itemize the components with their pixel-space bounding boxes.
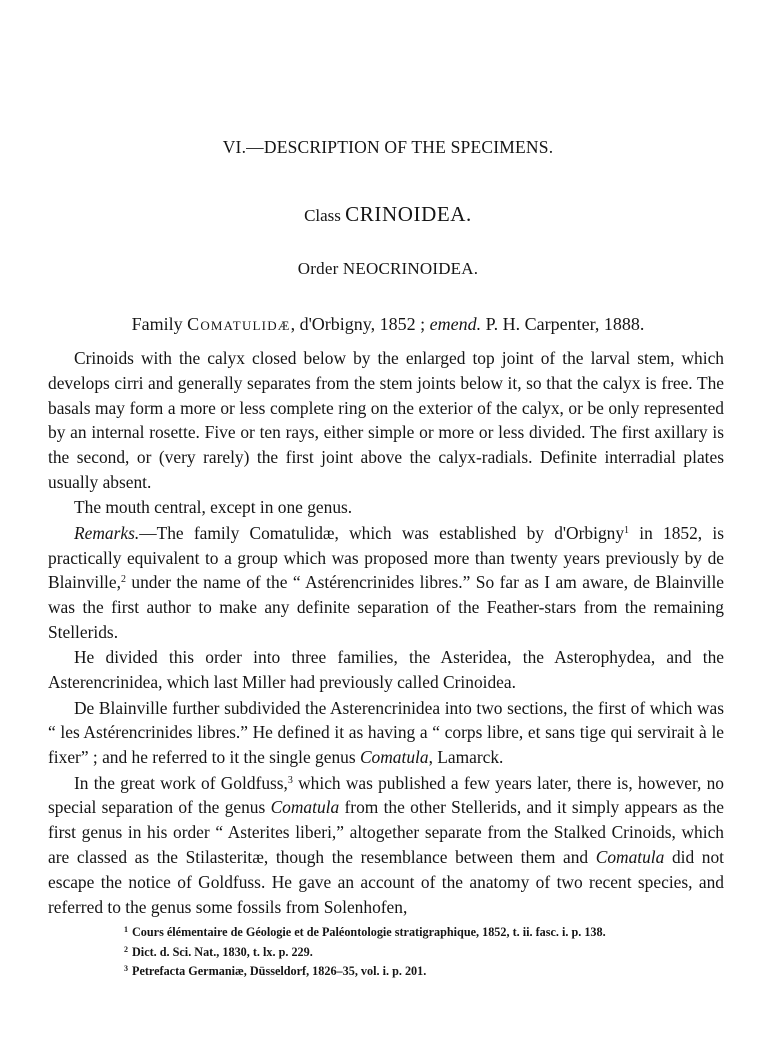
footnote-ref-3[interactable]: 3: [287, 774, 293, 786]
paragraph-remarks: [48, 521, 724, 645]
body-text: [48, 342, 724, 919]
class-heading: [0, 202, 776, 227]
subdivision-text-b: , Lamarck.: [428, 747, 504, 768]
goldfuss-text-d: did not escape the notice of Goldfuss. He gave an account of the anatomy of two recent species, and referred to the genus some fossils from Solenhofen,: [48, 846, 725, 917]
footnote-1: [124, 923, 744, 943]
family-name: Comatulidæ: [187, 314, 291, 334]
footnote-mark: 3: [124, 964, 128, 974]
remarks-label: Remarks.: [74, 522, 140, 543]
order-name: NEOCRINOIDEA.: [342, 259, 479, 278]
remarks-text-a: —The family Comatulidæ, which was established by d'Orbigny: [139, 522, 625, 543]
remarks-text-b: in 1852, is practically equivalent to a group which was proposed more than twenty years previously by de Blainville,: [48, 522, 724, 593]
family-author: , d'Orbigny, 1852 ;: [290, 314, 430, 334]
order-heading: [0, 259, 776, 279]
remarks-text-c: under the name of the “ Astérencrinides libres.” So far as I am aware, de Blainville was the first author to make any definite separation of the Feather-stars from the remaining Stellerids.: [48, 572, 724, 642]
footnote-text: Cours élémentaire de Géologie et de Paléontologie stratigraphique, 1852, t. ii. fasc. i. p. 138.: [132, 925, 606, 939]
footnote-text: Dict. d. Sci. Nat., 1830, t. lx. p. 229.: [132, 944, 313, 959]
subdivision-text-a: De Blainville further subdivided the Asterencrinidea into two sections, the first of which was “ les Astérencrinides libres.” He defined it as having a “ corps libre, et sans tige qui servirait à le fixer” ; and he referred to it the single genus: [48, 697, 724, 768]
section-heading: VI.—DESCRIPTION OF THE SPECIMENS.: [222, 137, 554, 157]
goldfuss-text-c: from the other Stellerids, and it simply appears as the first genus in his order “ Asterites liberi,” altogether separate from the Stalked Crinoids, which are classed as the Stilasteritæ, though the resemblance between them and: [48, 797, 724, 867]
family-emend: emend.: [429, 314, 482, 334]
footnote-mark: 1: [124, 925, 128, 934]
goldfuss-text-a: In the great work of Goldfuss,: [74, 772, 288, 793]
footnote-2: [124, 943, 744, 963]
class-label: Class: [304, 206, 341, 225]
genus-comatula: Comatula: [595, 846, 665, 867]
footnotes: [124, 923, 744, 982]
family-label: Family: [131, 314, 183, 334]
genus-comatula: Comatula: [270, 797, 340, 818]
footnote-text: Petrefacta Germaniæ, Düsseldorf, 1826–35, vol. i. p. 201.: [132, 964, 427, 979]
class-name: CRINOIDEA.: [345, 202, 472, 226]
family-heading: [0, 314, 776, 335]
genus-comatula: Comatula: [359, 747, 429, 768]
paragraph-diagnosis: Crinoids with the calyx closed below by the enlarged top joint of the larval stem, which develops cirri and generally separates from the stem joints below it, so that the calyx is free. The basals may form a more or less complete ring on the exterior of the calyx, or be only represented by an internal rosette. Five or ten rays, either simple or more or less divided. The first axillary is the second, or (very rarely) the first joint above the calyx-radials. Definite interradial plates usually absent.: [48, 348, 724, 492]
footnote-3: [124, 962, 744, 982]
paragraph-mouth: The mouth central, except in one genus.: [74, 497, 353, 518]
order-label: Order: [297, 259, 339, 278]
footnote-mark: 2: [124, 944, 128, 954]
goldfuss-text-b: which was published a few years later, there is, however, no special separation of the genus: [48, 772, 724, 818]
paragraph-families: He divided this order into three families, the Asteridea, the Asterophydea, and the Asterencrinidea, which last Miller had previously called Crinoidea.: [48, 647, 724, 693]
footnote-ref-2[interactable]: 2: [120, 574, 126, 586]
footnote-ref-1[interactable]: 1: [624, 524, 630, 536]
paragraph-subdivision: [48, 696, 724, 770]
family-emend-author: P. H. Carpenter, 1888.: [481, 314, 645, 334]
paragraph-goldfuss: [48, 771, 724, 920]
